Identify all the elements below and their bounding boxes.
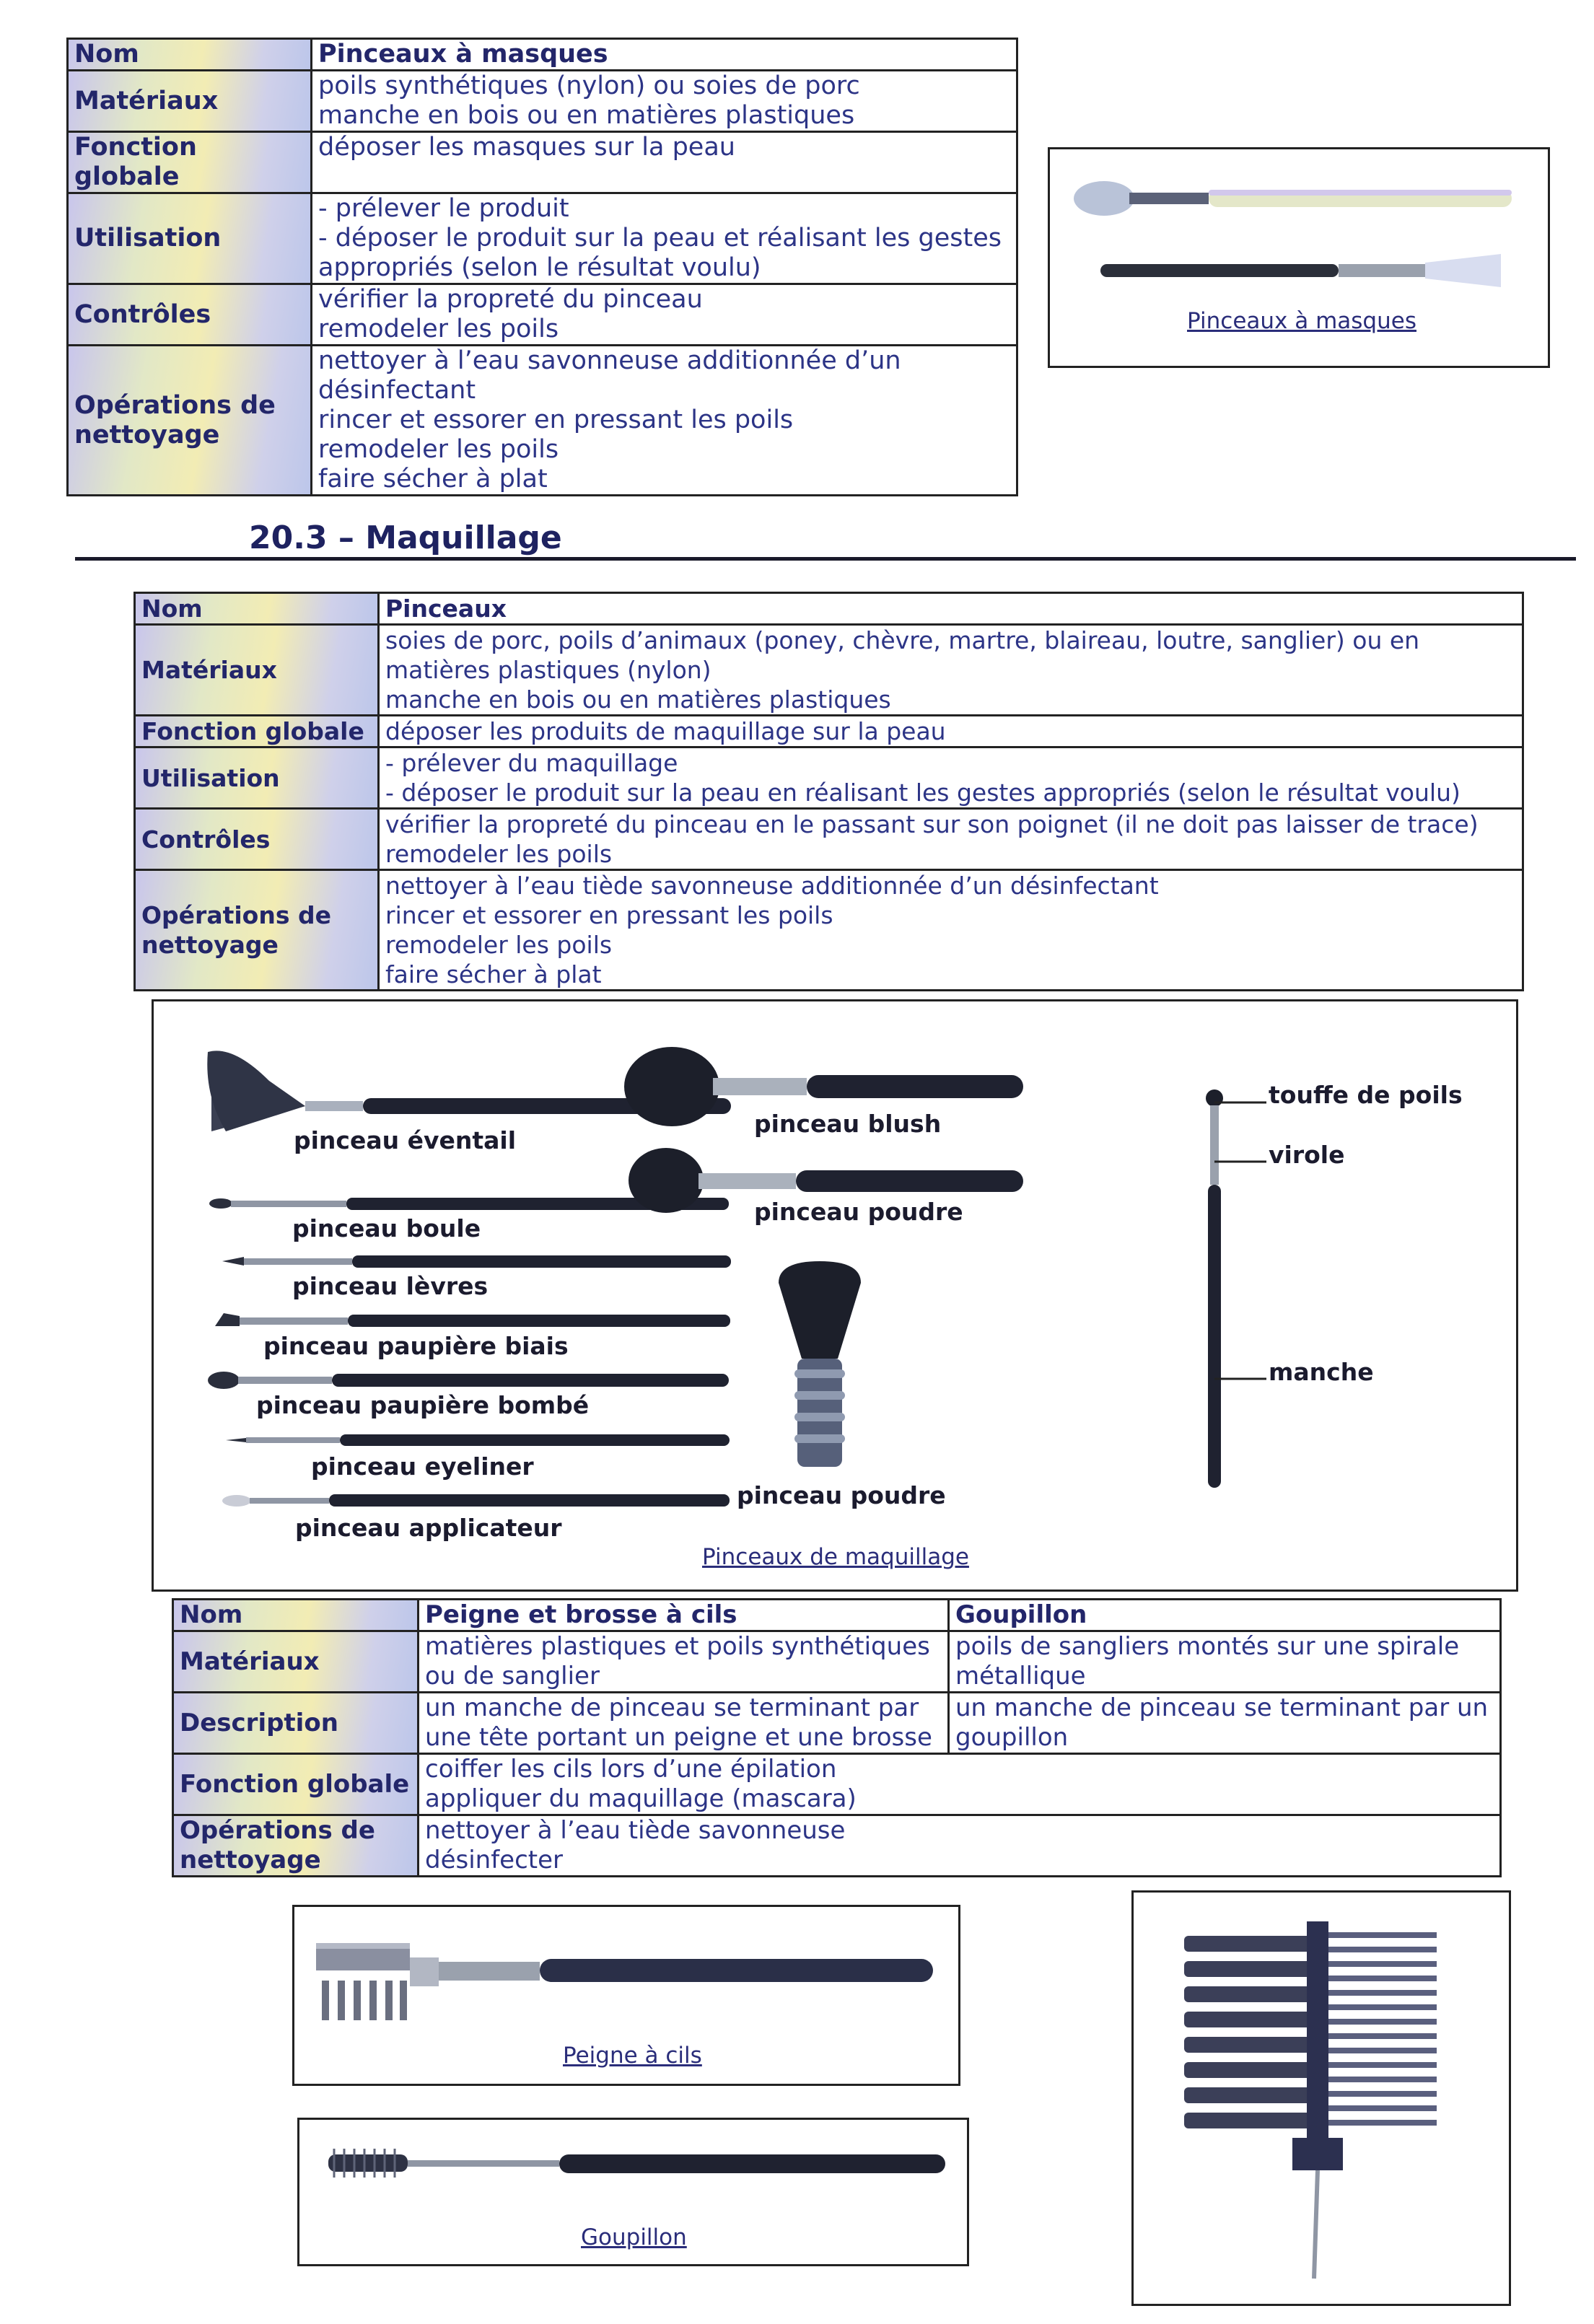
figure-pinceaux-masques <box>1048 147 1550 368</box>
label-pinceau-paupiere-biais: pinceau paupière biais <box>263 1332 569 1360</box>
label-pinceau-levres: pinceau lèvres <box>292 1272 489 1300</box>
row-value: poils de sangliers montés sur une spirale métallique <box>949 1631 1501 1693</box>
label-pinceau-paupiere-bombe: pinceau paupière bombé <box>256 1391 590 1419</box>
eyeliner-brush-illustration <box>226 1431 735 1450</box>
row-label: Matériaux <box>173 1631 419 1693</box>
row-label: Fonction globale <box>68 132 312 193</box>
figure-caption: Pinceaux de maquillage <box>702 1544 969 1570</box>
label-pinceau-boule: pinceau boule <box>292 1214 481 1242</box>
label-pinceau-eyeliner: pinceau eyeliner <box>311 1452 534 1481</box>
label-pinceau-applicateur: pinceau applicateur <box>295 1514 562 1542</box>
label-pinceau-poudre-1: pinceau poudre <box>754 1198 963 1226</box>
table-pinceaux-maquillage <box>133 592 1524 991</box>
row-label: Matériaux <box>68 71 312 132</box>
row-label: Opérations de nettoyage <box>135 870 379 991</box>
label-touffe-de-poils: touffe de poils <box>1269 1081 1463 1109</box>
row-value: un manche de pinceau se terminant par un goupillon <box>949 1693 1501 1754</box>
row-label: Contrôles <box>68 284 312 346</box>
row-value: un manche de pinceau se terminant par une tête portant un peigne et une brosse <box>419 1693 949 1754</box>
section-title: 20.3 – Maquillage <box>249 519 562 556</box>
applicateur-brush-illustration <box>222 1491 735 1511</box>
row-label: Description <box>173 1693 419 1754</box>
row-value: vérifier la propreté du pinceau en le passant sur son poignet (il ne doit pas laisser de trace) remodeler les poils <box>379 809 1523 870</box>
figure-caption: Goupillon <box>581 2224 687 2250</box>
figure-caption: Pinceaux à masques <box>1187 308 1416 334</box>
row-value: nettoyer à l’eau tiède savonneuse additionnée d’un désinfectant rincer et essorer en pressant les poils remodeler les poils faire sécher à plat <box>379 870 1523 991</box>
lash-comb-illustration <box>316 1936 937 2030</box>
table-peigne-goupillon <box>172 1598 1502 1877</box>
row-value: coiffer les cils lors d’une épilation appliquer du maquillage (mascara) <box>419 1754 1501 1815</box>
row-label: Nom <box>173 1600 419 1631</box>
section-rule <box>75 557 1576 561</box>
row-label: Fonction globale <box>135 716 379 747</box>
row-value: nettoyer à l’eau savonneuse additionnée d’un désinfectant rincer et essorer en pressant les poils remodeler les poils faire sécher à plat <box>312 346 1017 496</box>
figure-peigne-a-cils <box>292 1905 960 2086</box>
row-value: soies de porc, poils d’animaux (poney, chèvre, martre, blaireau, loutre, sanglier) ou en matières plastiques (nylon) manche en bois ou en matières plastiques <box>379 625 1523 716</box>
kabuki-brush-illustration <box>773 1261 867 1470</box>
comb-closeup-illustration <box>1184 1921 1458 2282</box>
row-value: - prélever du maquillage - déposer le produit sur la peau en réalisant les gestes appropriés (selon le résultat voulu) <box>379 747 1523 809</box>
row-label: Opérations de nettoyage <box>173 1815 419 1877</box>
label-virole: virole <box>1269 1141 1345 1169</box>
row-label: Contrôles <box>135 809 379 870</box>
col-header-peigne: Peigne et brosse à cils <box>419 1600 949 1631</box>
row-value: - prélever le produit - déposer le produit sur la peau et réalisant les gestes appropriés (selon le résultat voulu) <box>312 193 1017 284</box>
label-manche: manche <box>1269 1358 1374 1386</box>
label-pinceau-blush: pinceau blush <box>754 1110 942 1138</box>
row-value: matières plastiques et poils synthétiques ou de sanglier <box>419 1631 949 1693</box>
row-value: vérifier la propreté du pinceau remodeler les poils <box>312 284 1017 346</box>
row-label: Matériaux <box>135 625 379 716</box>
figure-pinceaux-maquillage <box>152 999 1518 1592</box>
figure-goupillon <box>297 2118 969 2266</box>
figure-caption: Peigne à cils <box>563 2043 702 2069</box>
row-value: poils synthétiques (nylon) ou soies de porc manche en bois ou en matières plastiques <box>312 71 1017 132</box>
row-label: Utilisation <box>135 747 379 809</box>
col-header-goupillon: Goupillon <box>949 1600 1501 1631</box>
bombe-brush-illustration <box>208 1368 735 1393</box>
row-value: nettoyer à l’eau tiède savonneuse désinfecter <box>419 1815 1501 1877</box>
levres-brush-illustration <box>222 1250 735 1272</box>
row-value: Pinceaux à masques <box>312 39 1017 71</box>
figure-peigne-gros-plan <box>1131 1890 1511 2306</box>
anatomy-leader-lines <box>1214 1095 1294 1384</box>
label-pinceau-eventail: pinceau éventail <box>294 1126 517 1154</box>
row-value: Pinceaux <box>379 593 1523 625</box>
row-label: Utilisation <box>68 193 312 284</box>
biais-brush-illustration <box>215 1310 735 1332</box>
table-pinceaux-masques <box>66 38 1018 496</box>
row-label: Nom <box>68 39 312 71</box>
row-value: déposer les masques sur la peau <box>312 132 1017 193</box>
mask-brush-1-illustration <box>1072 171 1519 229</box>
goupillon-illustration <box>328 2141 949 2185</box>
row-label: Nom <box>135 593 379 625</box>
label-pinceau-poudre-2: pinceau poudre <box>737 1481 946 1509</box>
mask-brush-2-illustration <box>1100 247 1505 290</box>
row-label: Fonction globale <box>173 1754 419 1815</box>
row-label: Opérations de nettoyage <box>68 346 312 496</box>
row-value: déposer les produits de maquillage sur la peau <box>379 716 1523 747</box>
